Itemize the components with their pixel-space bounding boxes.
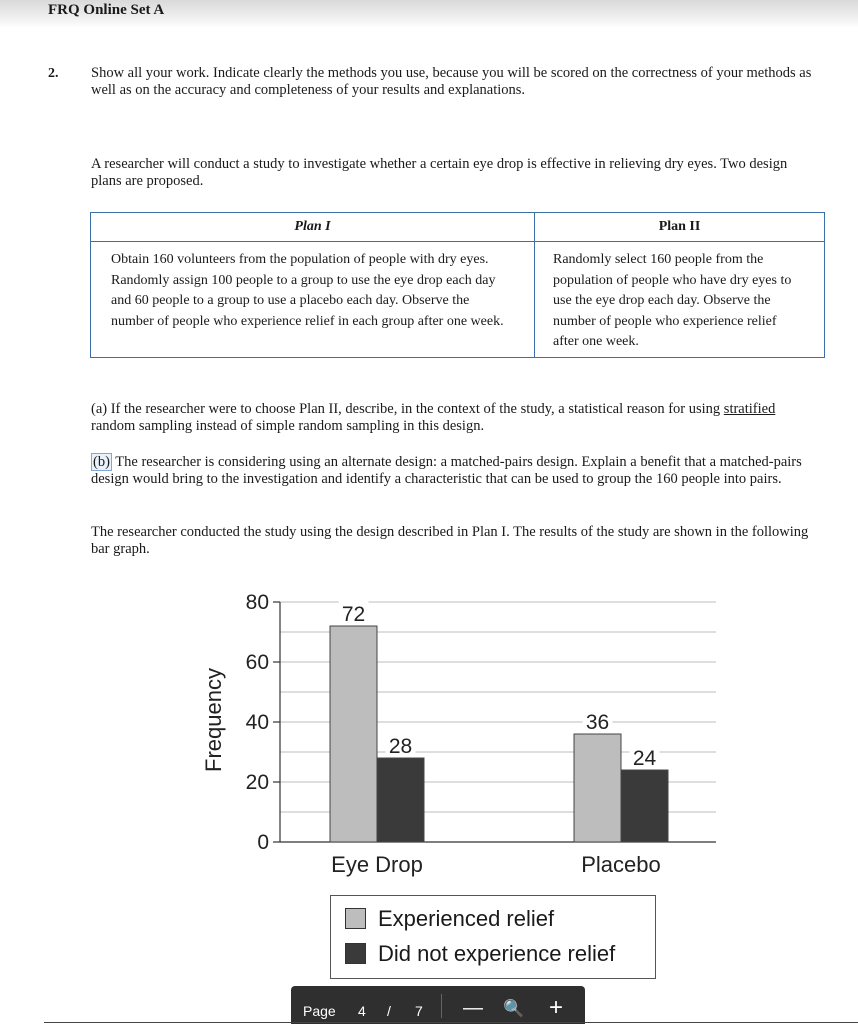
bar-no-relief bbox=[377, 758, 424, 842]
category-label: Eye Drop bbox=[331, 852, 423, 877]
data-label: 24 bbox=[632, 747, 657, 770]
plan2-description: Randomly select 160 people from the population of people who have dry eyes to use the eye drop each day. Observe the number of people who experience relief after one week. bbox=[535, 242, 825, 358]
y-tick-label: 0 bbox=[257, 831, 269, 854]
plan1-description: Obtain 160 volunteers from the population of people with dry eyes. Randomly assign 100 people to a group to use the eye drop each day and 60 people to a group to use a placebo each day. Observe the number of people who experience relief in each group after one week. bbox=[91, 242, 535, 358]
current-page[interactable]: 4 bbox=[358, 1003, 366, 1019]
part-a-suffix: random sampling instead of simple random sampling in this design. bbox=[91, 418, 485, 434]
legend-item-relief bbox=[345, 906, 554, 932]
plan2-header: Plan II bbox=[535, 213, 825, 242]
y-axis-label: Frequency bbox=[201, 668, 226, 772]
question-number: 2. bbox=[48, 66, 59, 81]
legend-swatch-relief bbox=[345, 908, 366, 929]
part-a-underlined: stratified bbox=[723, 401, 776, 417]
page-separator: / bbox=[387, 1003, 391, 1019]
part-a-text bbox=[91, 401, 821, 435]
plans-table bbox=[90, 212, 825, 358]
legend-label-relief: Experienced relief bbox=[378, 906, 555, 931]
data-label: 28 bbox=[388, 735, 413, 758]
legend-item-no-relief bbox=[345, 941, 615, 967]
part-b-text bbox=[91, 454, 821, 488]
zoom-in-button[interactable]: + bbox=[549, 994, 564, 1021]
zoom-icon[interactable]: 🔍 bbox=[503, 999, 525, 1018]
bar-no-relief bbox=[621, 770, 668, 842]
document-title: FRQ Online Set A bbox=[48, 2, 165, 18]
bottom-rule bbox=[44, 1022, 858, 1023]
page-label: Page bbox=[303, 1003, 336, 1019]
zoom-out-button[interactable]: — bbox=[463, 997, 483, 1019]
part-a-prefix: (a) If the researcher were to choose Plan II, describe, in the context of the study, a statistical reason for using bbox=[91, 401, 721, 417]
data-label: 36 bbox=[585, 711, 610, 734]
data-label: 72 bbox=[341, 603, 366, 626]
y-tick-label: 80 bbox=[245, 591, 269, 614]
category-label: Placebo bbox=[581, 852, 661, 877]
results-text: The researcher conducted the study using the design described in Plan I. The results of the study are shown in the following bar graph. bbox=[91, 524, 809, 557]
y-tick-label: 60 bbox=[245, 651, 269, 674]
bar-relief bbox=[574, 734, 621, 842]
instructions-text: Show all your work. Indicate clearly the methods you use, because you will be scored on the correctness of your methods as well as on the accuracy and completeness of your results and explanations. bbox=[91, 65, 812, 98]
bar-chart bbox=[0, 560, 858, 890]
plan1-header: Plan I bbox=[91, 213, 535, 242]
total-pages: 7 bbox=[415, 1003, 423, 1019]
part-b-label: (b) bbox=[93, 454, 110, 470]
legend-label-no-relief: Did not experience relief bbox=[378, 941, 616, 966]
part-b-body: The researcher is considering using an alternate design: a matched-pairs design. Explain a benefit that a matched-pairs design would bring to the investigation and identify a characteristic that can be used to group the 160 people into pairs. bbox=[91, 454, 802, 487]
y-tick-label: 20 bbox=[245, 771, 269, 794]
legend-swatch-no-relief bbox=[345, 943, 366, 964]
page-navigator bbox=[291, 986, 585, 1024]
bar-relief bbox=[330, 626, 377, 842]
chart-legend bbox=[330, 895, 656, 979]
intro-text: A researcher will conduct a study to investigate whether a certain eye drop is effective in relieving dry eyes. Two design plans are proposed. bbox=[91, 156, 788, 189]
pager-divider bbox=[441, 994, 442, 1018]
y-tick-label: 40 bbox=[245, 711, 269, 734]
